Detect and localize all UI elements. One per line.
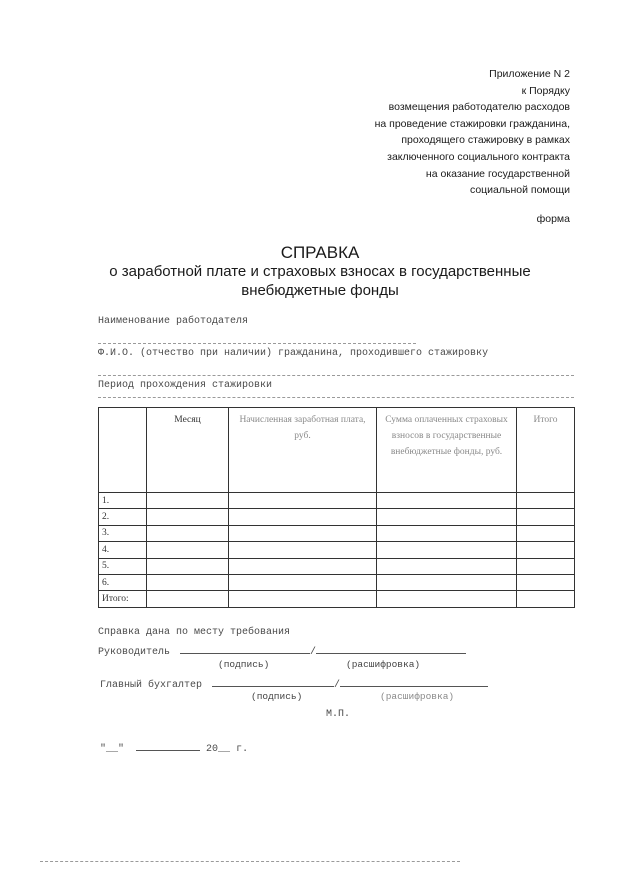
- page-bottom-line: [40, 861, 460, 862]
- header-line: на проведение стажировки гражданина,: [374, 117, 570, 130]
- header-line: Приложение N 2: [489, 68, 570, 80]
- accountant-signature-line: Главный бухгалтер /: [100, 677, 488, 691]
- month-cell[interactable]: [147, 558, 229, 574]
- row-number: 3.: [99, 525, 147, 541]
- appendix-header: [375, 66, 570, 199]
- stamp-placeholder: М.П.: [326, 709, 351, 720]
- table-row: [99, 509, 575, 525]
- fio-line[interactable]: [98, 375, 574, 376]
- contributions-cell[interactable]: [377, 591, 517, 607]
- document-title: СПРАВКА: [280, 243, 360, 262]
- table-header-row: [99, 408, 575, 493]
- col-header-month: Месяц: [147, 408, 229, 493]
- accountant-signature-field[interactable]: [212, 677, 334, 687]
- header-line: к Порядку: [521, 84, 570, 97]
- month-field[interactable]: [136, 741, 200, 751]
- salary-cell[interactable]: [229, 558, 377, 574]
- salary-table: [98, 407, 575, 608]
- table-row: [99, 525, 575, 541]
- total-cell[interactable]: [517, 574, 575, 590]
- period-line[interactable]: [98, 397, 574, 398]
- accountant-rasshifrovka-caption: (расшифровка): [380, 691, 455, 702]
- header-line: на оказание государственной: [425, 167, 570, 180]
- header-line: возмещения работодателю расходов: [388, 101, 570, 114]
- head-signature-line: Руководитель /: [98, 644, 466, 658]
- total-cell[interactable]: [517, 591, 575, 607]
- header-line: заключенного социального контракта: [387, 150, 570, 163]
- date-line: [100, 741, 248, 755]
- col-header-contributions: Сумма оплаченных страховых взносов в государственные внебюджетные фонды, руб.: [377, 408, 517, 493]
- head-rasshifrovka-caption: (расшифровка): [346, 659, 421, 670]
- col-header-salary: Начисленная заработная плата, руб.: [229, 408, 377, 493]
- day-field[interactable]: "__": [100, 744, 125, 755]
- salary-cell[interactable]: [229, 525, 377, 541]
- contributions-cell[interactable]: [377, 525, 517, 541]
- row-number: 2.: [99, 509, 147, 525]
- total-cell[interactable]: [517, 542, 575, 558]
- employer-label: Наименование работодателя: [98, 316, 249, 327]
- col-header-total: Итого: [517, 408, 575, 493]
- month-cell[interactable]: [147, 542, 229, 558]
- table-row: [99, 574, 575, 590]
- accountant-label: Главный бухгалтер: [100, 680, 203, 691]
- contributions-cell[interactable]: [377, 558, 517, 574]
- salary-cell[interactable]: [229, 591, 377, 607]
- contributions-cell[interactable]: [377, 509, 517, 525]
- month-cell[interactable]: [147, 574, 229, 590]
- employer-line[interactable]: [98, 343, 416, 344]
- header-line: проходящего стажировку в рамках: [401, 134, 570, 147]
- total-cell[interactable]: [517, 525, 575, 541]
- fio-label: Ф.И.О. (отчество при наличии) гражданина, проходившего стажировку: [98, 348, 489, 359]
- contributions-cell[interactable]: [377, 542, 517, 558]
- given-label: Справка дана по месту требования: [98, 627, 291, 638]
- row-number: 4.: [99, 542, 147, 558]
- contributions-cell[interactable]: [377, 574, 517, 590]
- table-row: [99, 558, 575, 574]
- month-cell[interactable]: [147, 525, 229, 541]
- form-label: форма: [536, 213, 570, 225]
- col-header-number: [99, 408, 147, 493]
- document-subtitle-line2: внебюджетные фонды: [241, 282, 399, 299]
- period-label: Период прохождения стажировки: [98, 380, 273, 391]
- salary-cell[interactable]: [229, 542, 377, 558]
- header-line: социальной помощи: [469, 184, 570, 197]
- salary-cell[interactable]: [229, 509, 377, 525]
- year-suffix: г.: [236, 744, 249, 755]
- month-cell[interactable]: [147, 509, 229, 525]
- total-row-label: Итого:: [99, 591, 147, 607]
- table-row: [99, 493, 575, 509]
- accountant-name-field[interactable]: [340, 677, 488, 687]
- accountant-podpis-caption: (подпись): [251, 691, 303, 702]
- total-cell[interactable]: [517, 509, 575, 525]
- head-podpis-caption: (подпись): [218, 659, 270, 670]
- table-row: [99, 542, 575, 558]
- row-number: 6.: [99, 574, 147, 590]
- salary-cell[interactable]: [229, 493, 377, 509]
- head-signature-field[interactable]: [180, 644, 310, 654]
- document-subtitle-line1: о заработной плате и страховых взносах в государственные: [109, 263, 531, 280]
- month-cell[interactable]: [147, 493, 229, 509]
- table-total-row: [99, 591, 575, 607]
- total-cell[interactable]: [517, 493, 575, 509]
- head-label: Руководитель: [98, 647, 171, 658]
- year-field[interactable]: 20__: [206, 744, 231, 755]
- salary-cell[interactable]: [229, 574, 377, 590]
- row-number: 5.: [99, 558, 147, 574]
- head-name-field[interactable]: [316, 644, 466, 654]
- contributions-cell[interactable]: [377, 493, 517, 509]
- month-cell[interactable]: [147, 591, 229, 607]
- total-cell[interactable]: [517, 558, 575, 574]
- row-number: 1.: [99, 493, 147, 509]
